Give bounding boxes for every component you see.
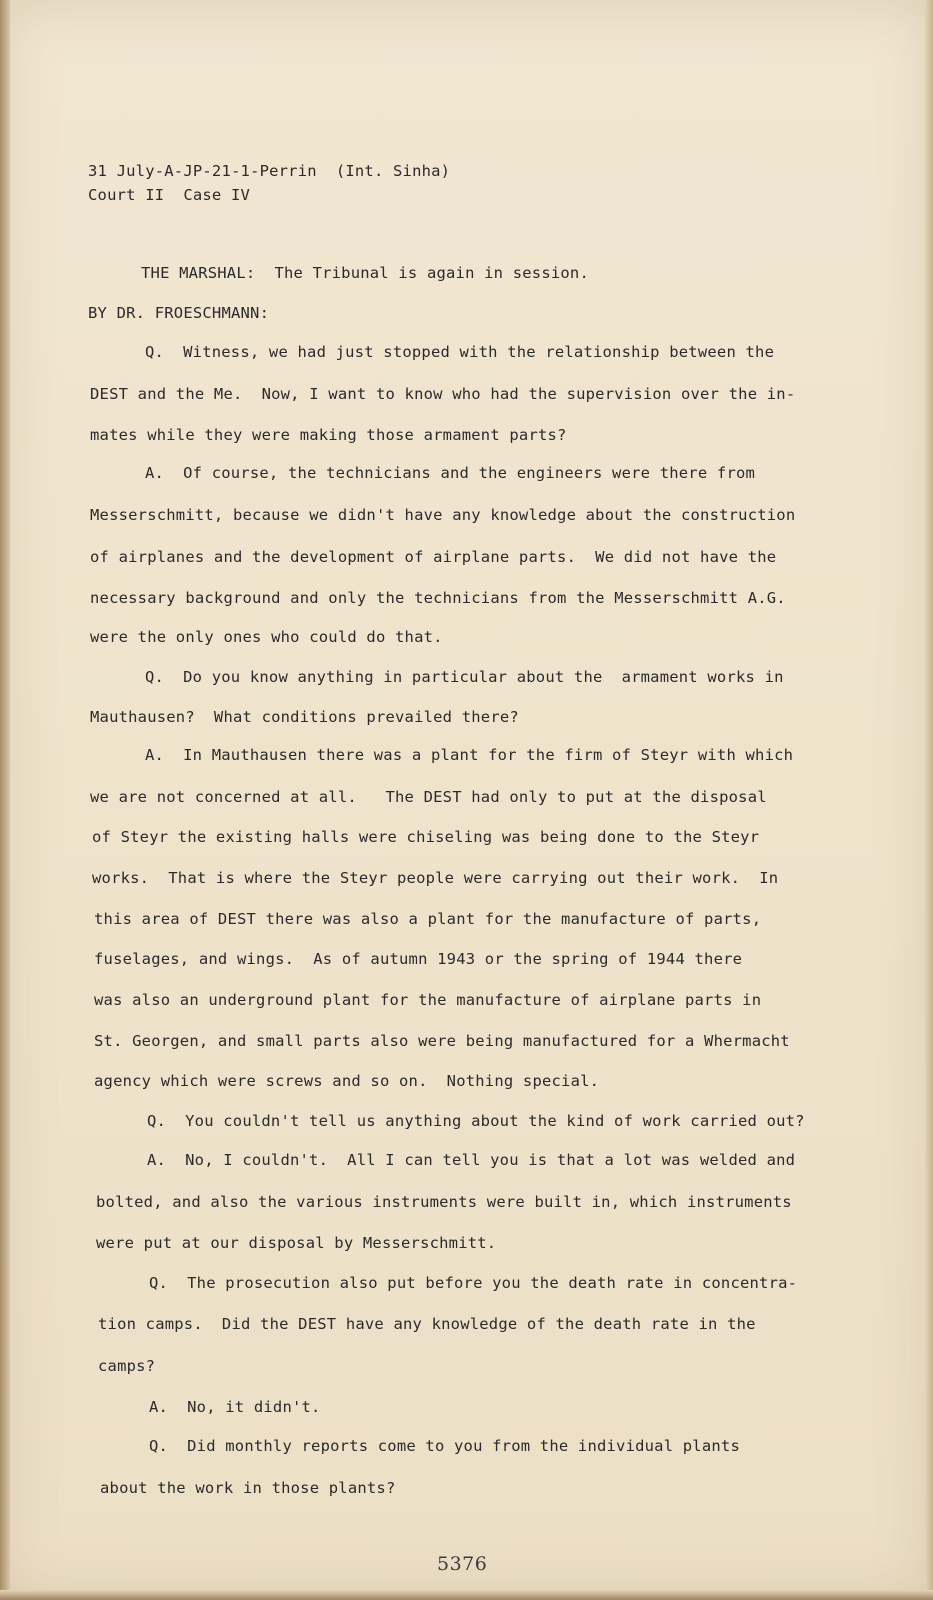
- text-line: of airplanes and the development of airplane parts. We did not have the: [90, 548, 777, 566]
- paper-edge-bottom: [0, 1590, 933, 1600]
- text-line: this area of DEST there was also a plant for the manufacture of parts,: [94, 910, 762, 928]
- text-line: of Steyr the existing halls were chiseling was being done to the Steyr: [92, 828, 760, 846]
- text-line: Mauthausen? What conditions prevailed there?: [90, 708, 519, 726]
- text-line: Q. Do you know anything in particular about the armament works in: [145, 668, 784, 686]
- text-line: Q. Witness, we had just stopped with the relationship between the: [145, 343, 775, 361]
- text-line: we are not concerned at all. The DEST had only to put at the disposal: [90, 788, 767, 806]
- text-line: BY DR. FROESCHMANN:: [88, 304, 270, 322]
- paper-edge-left: [0, 0, 10, 1600]
- text-line: agency which were screws and so on. Nothing special.: [94, 1072, 600, 1090]
- header-line-1: 31 July-A-JP-21-1-Perrin (Int. Sinha): [88, 162, 451, 180]
- text-line: St. Georgen, and small parts also were being manufactured for a Whermacht: [94, 1032, 790, 1050]
- text-line: bolted, and also the various instruments were built in, which instruments: [96, 1193, 792, 1211]
- text-line: THE MARSHAL: The Tribunal is again in session.: [141, 264, 589, 282]
- text-line: A. No, I couldn't. All I can tell you is that a lot was welded and: [147, 1151, 796, 1169]
- text-line: fuselages, and wings. As of autumn 1943 or the spring of 1944 there: [94, 950, 743, 968]
- text-line: mates while they were making those armament parts?: [90, 426, 567, 444]
- text-line: A. In Mauthausen there was a plant for the firm of Steyr with which: [145, 746, 794, 764]
- page-number: 5376: [437, 1553, 488, 1575]
- text-line: was also an underground plant for the manufacture of airplane parts in: [94, 991, 762, 1009]
- text-line: A. No, it didn't.: [149, 1398, 321, 1416]
- text-line: were the only ones who could do that.: [90, 628, 443, 646]
- text-line: Messerschmitt, because we didn't have any knowledge about the construction: [90, 506, 796, 524]
- text-line: tion camps. Did the DEST have any knowledge of the death rate in the: [98, 1315, 756, 1333]
- text-line: Q. The prosecution also put before you the death rate in concentra-: [149, 1274, 798, 1292]
- text-line: Q. You couldn't tell us anything about the kind of work carried out?: [147, 1112, 805, 1130]
- text-line: works. That is where the Steyr people were carrying out their work. In: [92, 869, 779, 887]
- text-line: A. Of course, the technicians and the engineers were there from: [145, 464, 756, 482]
- text-line: necessary background and only the technicians from the Messerschmitt A.G.: [90, 589, 786, 607]
- text-line: about the work in those plants?: [100, 1479, 396, 1497]
- text-line: Q. Did monthly reports come to you from the individual plants: [149, 1437, 740, 1455]
- paper-edge-right: [925, 0, 933, 1600]
- text-line: were put at our disposal by Messerschmitt.: [96, 1234, 497, 1252]
- text-line: DEST and the Me. Now, I want to know who had the supervision over the in-: [90, 385, 796, 403]
- text-line: camps?: [98, 1357, 156, 1375]
- header-line-2: Court II Case IV: [88, 186, 251, 204]
